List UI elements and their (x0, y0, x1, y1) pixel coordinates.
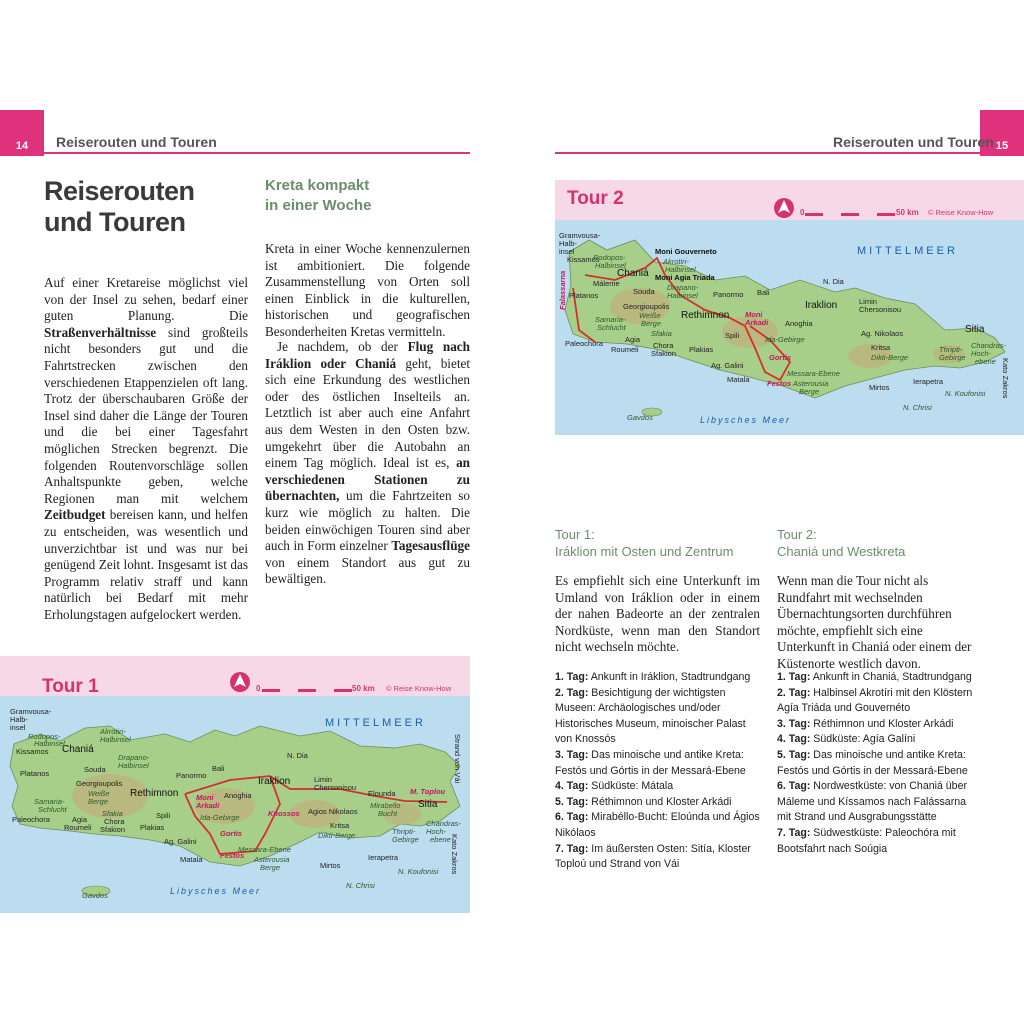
place-label: Kissamos (16, 747, 49, 756)
place-label: Souda (633, 287, 655, 296)
tour1-sea-south: Libysches Meer (170, 886, 262, 896)
tour1-scale-label: 50 km (352, 684, 375, 693)
place-label: Ierapetra (368, 853, 399, 862)
place-label: Anoghia (785, 319, 813, 328)
place-label: Rethimnon (130, 788, 179, 799)
place-label: Platanos (569, 291, 599, 300)
place-label: Messara-Ebene (238, 845, 291, 854)
place-label: Paleochora (565, 339, 603, 348)
intro-paragraph: Auf einer Kretareise möglichst viel von der Insel zu sehen, bedarf einer guten Planung. Die Straßenverhältnisse sind großteils nicht besonders gut und die Fahrtstrecken zwischen den verschiedenen Etappenzielen oft lang. Trotz der überschaubaren Größe der Insel sind daher die Länge der Touren und die bei einer Tagesfahrt möglichen Strecken begrenzt. Die folgenden Routenvorschläge sollen Anhaltspunkte geben, welche Regionen man mit welchem Zeitbudget bereisen kann, und helfen zu entscheiden, was wesentlich und unverzichtbar ist und was nur bei genügend Zeit lohnt. Insgesamt ist das Programm relativ straff und kann natürlich bei Bedarf mit mehr Erholungstagen aufgelockert werden. (44, 275, 248, 622)
tour2-map-title: Tour 2 (567, 188, 624, 209)
place-label: Spili (725, 331, 740, 340)
tour2-intro: Wenn man die Tour nicht als Rundfahrt mit wechselnden Übernachtungsorten durchführen möchte, empfiehlt sich eine Unterkunft in Chaniá oder einem der Küstenorte westlich davon. (777, 573, 972, 671)
place-label: Hoch- (426, 827, 447, 836)
place-label: Ag. Nikolaos (861, 329, 904, 338)
page-number-left: 14 (0, 110, 44, 156)
place-label: Halb- (559, 239, 577, 248)
place-label: Hoch- (971, 349, 992, 358)
place-label: Chaniá (62, 744, 94, 755)
place-label: Moni (745, 310, 763, 319)
tour2-heading-line2: Chaniá und Westkreta (777, 544, 906, 559)
place-label: Bucht (378, 809, 398, 818)
running-head-left: Reiserouten und Touren (56, 134, 217, 150)
section-heading-line1: Kreta kompakt (265, 177, 370, 194)
tour1-map (0, 656, 470, 913)
place-label: insel (10, 723, 26, 732)
place-label: Sitia (965, 324, 985, 335)
place-label: Gebirge (392, 835, 419, 844)
place-label: Agia (72, 815, 88, 824)
place-label: Rodopos- (28, 732, 61, 741)
place-label: Chandras- (971, 341, 1007, 350)
place-label: Mirabello (370, 801, 401, 810)
tour1-sea-north: MITTELMEER (325, 717, 426, 729)
place-label: Plakias (140, 823, 165, 832)
day-item: 4. Tag: Südküste: Agía Galíni (777, 733, 916, 746)
place-label: N. Chrisi (346, 881, 375, 890)
day-item: 3. Tag: Réthimnon und Kloster Arkádi (777, 717, 954, 730)
tour2-scale-zero: 0 (800, 208, 805, 217)
place-label: Mirtos (320, 861, 341, 870)
place-label: Ida-Gebirge (765, 335, 805, 344)
place-label: Anoghia (224, 791, 252, 800)
place-label: Halbinsel (595, 261, 626, 270)
section-paragraph-2: Je nachdem, ob der Flug nach Iráklion oder Chaniá geht, bietet sich eine Erkundung des westlichen oder des östlichen Inselteils an. Letztlich ist aber auch eine Anfahrt aus dem Westen in den Osten bzw. umgekehrt über die Autobahn an einem Tag möglich. Ideal ist es, an verschiedenen Stationen zu übernachten, um die Fahrtzeiten so kurz wie möglich zu halten. Die beiden einwöchigen Touren sind aber auch in Form einzelner Tagesausflüge von einem Standort aus gut zu bewältigen. (265, 339, 470, 587)
place-label: Samaria- (595, 315, 626, 324)
tour2-heading (777, 526, 905, 560)
place-label: Ierapetra (913, 377, 944, 386)
place-label: Kritsa (871, 343, 891, 352)
day-item: 5. Tag: Réthimnon und Kloster Arkádi (555, 795, 732, 808)
place-label: Schlucht (597, 323, 626, 332)
place-label: Panormo (176, 771, 207, 780)
tour2-map (555, 180, 1024, 435)
place-label: N. Dia (287, 751, 308, 760)
place-label: Sfakia (102, 809, 123, 818)
place-label: Gramvousa- (10, 707, 52, 716)
day-item: 5. Tag: Das minoische und antike Kreta: Festós und Górtis in der Messará-Ebene (777, 748, 968, 777)
place-label: Matala (180, 855, 203, 864)
place-label: Roumeli (611, 345, 639, 354)
place-label: Halbinsel (118, 761, 149, 770)
tour1-day-list (555, 670, 760, 873)
section-paragraph-1: Kreta in einer Woche kennenzulernen ist ambitioniert. Die folgende Zusammenstellung von Orten soll einen Einblick in die kulturellen, historischen und geografischen Besonderheiten Kretas vermitteln. (265, 241, 470, 339)
place-label: N. Dia (823, 277, 844, 286)
section-heading (265, 176, 371, 216)
day-item: 1. Tag: Ankunft in Chaniá, Stadtrundgang (777, 671, 972, 683)
tour1-scale-bar (262, 689, 352, 692)
place-label: Asterousia (254, 855, 290, 864)
place-label: Dikti-Berge (871, 353, 909, 362)
place-label: Berge (88, 797, 109, 806)
header-rule-right (555, 152, 980, 154)
place-label: Sitia (418, 799, 438, 810)
tour1-heading-line2: Iráklion mit Osten und Zentrum (555, 544, 734, 559)
tour1-heading (555, 526, 733, 560)
place-label: Panormo (713, 290, 744, 299)
place-label: Festos (220, 851, 245, 860)
place-label: Thripti- (392, 827, 416, 836)
place-label: Moni Agia Triada (655, 273, 715, 282)
place-label: Chora (653, 341, 674, 350)
place-label: Dikti-Berge (318, 831, 356, 840)
tour2-sea-south: Libysches Meer (700, 415, 792, 425)
day-item: 1. Tag: Ankunft in Iráklion, Stadtrundgang (555, 671, 751, 683)
place-label: Schlucht (38, 805, 67, 814)
section-heading-line2: in einer Woche (265, 197, 372, 214)
place-label: Ag. Galini (164, 837, 197, 846)
place-label: Arkadi (196, 801, 220, 810)
page-number-right: 15 (980, 110, 1024, 156)
tour1-scale-zero: 0 (256, 684, 261, 693)
day-item: 3. Tag: Das minoische und antike Kreta: Festós und Górtis in der Messará-Ebene (555, 748, 746, 777)
place-label: Halbinsel (34, 739, 65, 748)
place-label: Drapano- (118, 753, 150, 762)
place-label: Matala (727, 375, 750, 384)
place-label: Bali (212, 764, 225, 773)
place-label: Platanos (20, 769, 50, 778)
place-label: Agios Nikolaos (308, 807, 358, 816)
place-label: insel (559, 247, 575, 256)
place-label: Sfakion (100, 825, 126, 834)
place-label: Agia (625, 335, 641, 344)
tour2-sea-north: MITTELMEER (857, 245, 958, 257)
place-label: Berge (260, 863, 281, 872)
place-label: Halb- (10, 715, 28, 724)
day-item: 2. Tag: Halbinsel Akrotíri mit den Klöstern Agía Triáda und Gouvernéto (777, 686, 973, 715)
place-label: Plakias (689, 345, 714, 354)
place-label: Mirtos (869, 383, 890, 392)
place-label: Gavdos (82, 891, 108, 900)
place-label: ebene (975, 357, 996, 366)
tour1-map-graphic (0, 656, 470, 913)
tour2-scale-label: 50 km (896, 208, 919, 217)
place-label: Messara-Ebene (787, 369, 840, 378)
place-label: Chersonisou (859, 305, 902, 314)
tour2-publisher: © Reise Know-How (928, 208, 994, 217)
place-label: Weiße (639, 311, 661, 320)
tour2-scale-bar (805, 213, 895, 216)
place-label: Weiße (88, 789, 110, 798)
place-label: Limin (859, 297, 877, 306)
tour1-intro: Es empfiehlt sich eine Unterkunft im Umland von Iráklion oder in einem der nahen Badeorte an der zentralen Nordküste, wenn man den Standort nicht wechseln möchte. (555, 573, 760, 655)
place-label: Spili (156, 811, 171, 820)
place-label: Elounda (368, 789, 396, 798)
place-label: Rodopos- (593, 253, 626, 262)
running-head-right: Reiserouten und Touren (833, 134, 994, 150)
tour2-map-graphic (555, 180, 1024, 435)
place-label: Halbinsel (667, 291, 698, 300)
day-item: 2. Tag: Besichtigung der wichtigsten Museen: Archäologisches und/oder Historisches Museum, minoischer Palast von Knossós (555, 686, 746, 746)
place-label: Moni (196, 793, 214, 802)
chapter-title-line2: und Touren (44, 207, 186, 237)
tour1-map-title: Tour 1 (42, 676, 99, 697)
place-label: Gramvousa- (559, 231, 601, 240)
place-label: Falassarna (558, 270, 567, 310)
place-label: Akrotiri- (663, 257, 689, 266)
place-label: ebene (430, 835, 451, 844)
place-label: Ida-Gebirge (200, 813, 240, 822)
place-label: Festos (767, 379, 792, 388)
place-label: Ag. Galini (711, 361, 744, 370)
place-label: Iraklion (258, 776, 291, 787)
place-label: Berge (641, 319, 662, 328)
place-label: Akrotiri- (100, 727, 126, 736)
place-label: Kissamos (567, 255, 600, 264)
day-item: 7. Tag: Südwestküste: Paleochóra mit Bootsfahrt nach Soúgia (777, 826, 956, 855)
place-label: Iraklion (805, 300, 838, 311)
place-label: Kritsa (330, 821, 350, 830)
place-label: Chora (104, 817, 125, 826)
place-label: Georgioupolis (76, 779, 123, 788)
tour1-heading-line1: Tour 1: (555, 527, 595, 542)
day-item: 6. Tag: Mirabéllo-Bucht: Eloúnda und Ágios Nikólaos (555, 811, 760, 839)
place-label: Halbinsel (100, 735, 131, 744)
place-label: Gortis (769, 353, 792, 362)
place-label: Gortis (220, 829, 243, 838)
place-label: Kato Zakros (450, 834, 459, 875)
tour1-publisher: © Reise Know-How (386, 684, 452, 693)
day-item: 7. Tag: Im äußersten Osten: Sitía, Kloster Toploú und Strand von Vái (555, 842, 751, 871)
place-label: Thripti- (939, 345, 963, 354)
place-label: Chersonisou (314, 783, 357, 792)
place-label: Arkadi (745, 318, 769, 327)
day-item: 6. Tag: Nordwestküste: von Chaniá über Máleme und Kíssamos nach Falássarna mit Strand und Ausgrabungsstätte (777, 780, 967, 824)
chapter-title (44, 176, 244, 238)
place-label: Paleochora (12, 815, 50, 824)
place-label: Knossos (268, 809, 300, 818)
place-label: Georgioupolis (623, 302, 670, 311)
tour2-heading-line1: Tour 2: (777, 527, 817, 542)
place-label: Bali (757, 288, 770, 297)
place-label: Chaniá (617, 268, 649, 279)
place-label: Drapano- (667, 283, 699, 292)
place-label: M. Toplou (410, 787, 446, 796)
chapter-title-line1: Reiserouten (44, 176, 195, 206)
place-label: Rethimnon (681, 310, 730, 321)
place-label: N. Koufonisi (398, 867, 439, 876)
place-label: Halbinsel (665, 265, 696, 274)
place-label: N. Koufonisi (945, 389, 986, 398)
place-label: Berge (799, 387, 820, 396)
place-label: Sfakia (651, 329, 672, 338)
place-label: Gebirge (939, 353, 966, 362)
place-label: Limin (314, 775, 332, 784)
place-label: Kato Zakros (1001, 358, 1010, 399)
place-label: Asterousia (793, 379, 829, 388)
tour2-day-list (777, 670, 982, 857)
header-rule-left (44, 152, 470, 154)
place-label: Sfakion (651, 349, 677, 358)
place-label: Souda (84, 765, 106, 774)
place-label: Moni Gouverneto (655, 247, 717, 256)
day-item: 4. Tag: Südküste: Mátala (555, 780, 674, 793)
place-label: Samaria- (34, 797, 65, 806)
place-label: Chandras- (426, 819, 462, 828)
place-label: N. Chrisi (903, 403, 932, 412)
place-label: Gavdos (627, 413, 653, 422)
place-label: Máleme (593, 279, 620, 288)
tour1-side-label: Strand von Vái (453, 734, 462, 784)
place-label: Roumeli (64, 823, 92, 832)
